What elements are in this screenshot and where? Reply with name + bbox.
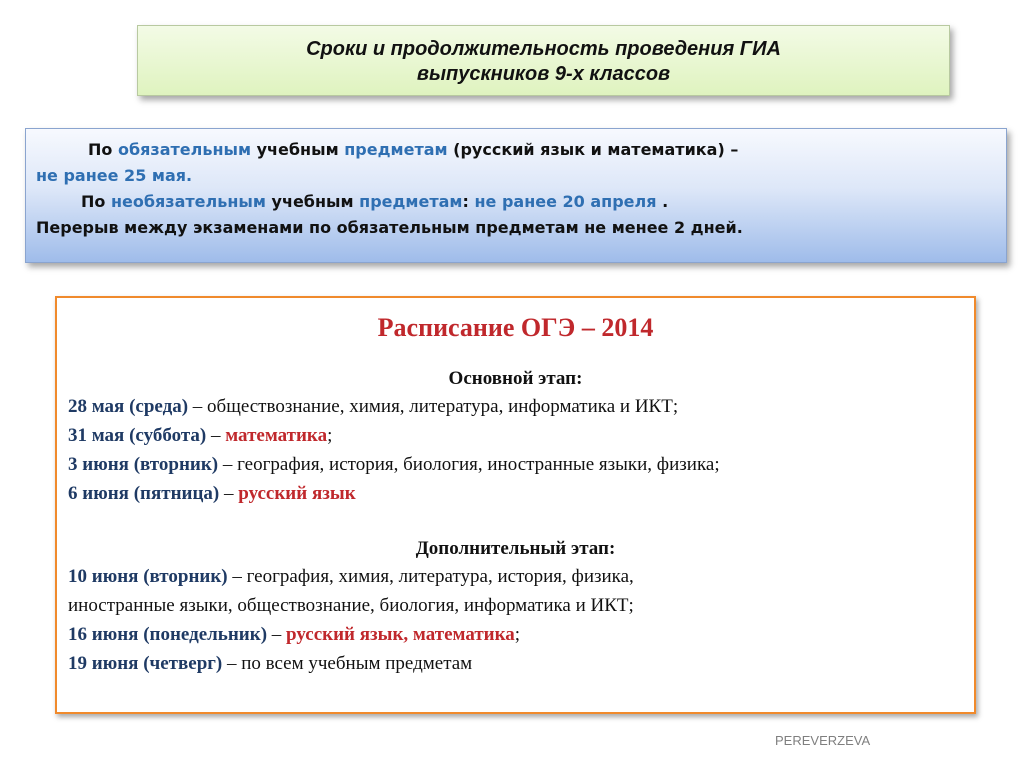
schedule-title: Расписание ОГЭ – 2014 [377,313,654,342]
exam-separator: – [267,624,287,645]
exam-separator: – [188,396,208,417]
rules-line-1 [36,137,1006,163]
rules-text: : [462,192,475,211]
exam-date: 31 мая (суббота) [68,425,207,446]
schedule-row [68,649,974,678]
exam-subjects-highlight: математика [225,425,328,446]
slide-title-box [137,25,950,96]
exam-date: 3 июня (вторник) [68,454,219,475]
rules-text: По [88,140,118,159]
rules-line-2: не ранее 25 мая. [36,166,193,185]
exam-separator: – [227,566,247,587]
schedule-row [68,450,974,479]
exam-subjects: по всем учебным предметам [241,653,473,674]
rules-text: (русский язык и математика) – [447,140,739,159]
exam-subjects: география, химия, литература, история, физика, [246,566,634,587]
main-stage-title: Основной этап: [448,368,583,389]
rules-line-3 [36,189,1006,215]
rules-highlight: не ранее 20 апреля [474,192,657,211]
rules-text: . [656,192,669,211]
rules-highlight: обязательным [117,140,252,159]
stage-gap [68,508,974,536]
exam-subjects: география, история, биология, иностранные языки, физика; [237,454,720,475]
rules-highlight: предметам [359,192,463,211]
schedule-row [68,479,974,508]
exam-date: 6 июня (пятница) [68,483,220,504]
main-stage-list [68,392,974,508]
exam-subjects-highlight: русский язык, математика [286,624,515,645]
schedule-row [68,421,974,450]
slide-title-line2: выпускников 9-х классов [416,63,671,85]
exam-tail: ; [514,624,521,645]
exam-separator: – [218,454,238,475]
rules-box [25,128,1007,263]
exam-date: 16 июня (понедельник) [68,624,268,645]
exam-separator: – [219,483,239,504]
rules-text: учебным [251,140,345,159]
exam-date: 19 июня (четверг) [68,653,223,674]
schedule-row [68,620,974,649]
exam-separator: – [206,425,226,446]
schedule-row [68,562,974,591]
rules-text: учебным [265,192,360,211]
rules-highlight: необязательным [110,192,266,211]
schedule-row-continuation: иностранные языки, обществознание, биология, информатика и ИКТ; [68,595,634,616]
rules-line-4: Перерыв между экзаменами по обязательным предметам не менее 2 дней. [36,218,743,237]
rules-text: По [81,192,111,211]
rules-highlight: предметам [344,140,448,159]
schedule-row [68,392,974,421]
schedule-box [55,296,976,714]
exam-separator: – [222,653,242,674]
exam-subjects: обществознание, химия, литература, информатика и ИКТ; [207,396,679,417]
exam-tail: ; [327,425,333,446]
footer-author: PEREVERZEVA [775,733,871,748]
exam-date: 10 июня (вторник) [68,566,228,587]
slide-title-line1: Сроки и продолжительность проведения ГИА [306,38,781,60]
extra-stage-title: Дополнительный этап: [415,538,616,559]
exam-subjects-highlight: русский язык [238,483,356,504]
exam-date: 28 мая (среда) [68,396,189,417]
